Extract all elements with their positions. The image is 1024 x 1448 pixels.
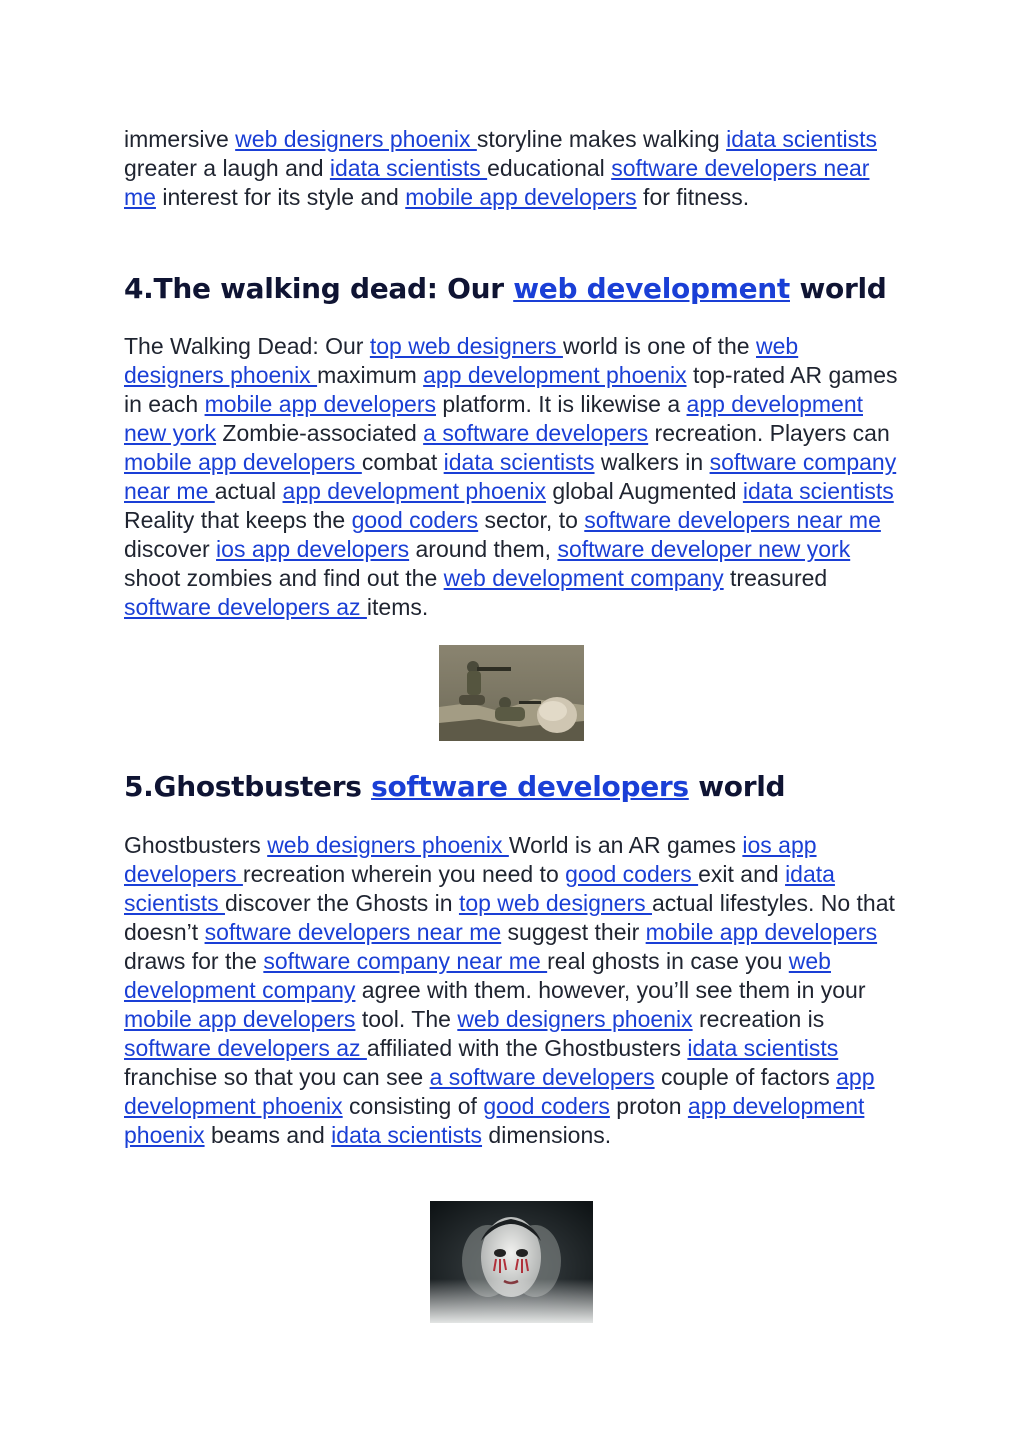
text-run: discover the Ghosts in [224,890,459,916]
text-run: treasured [723,565,828,591]
inline-link[interactable]: idata scientists [443,449,595,475]
inline-link[interactable]: mobile app developers [124,449,362,475]
text-run: items. [366,594,429,620]
text-run: recreation. Players can [648,420,890,446]
text-run: 4.The walking dead: Our [124,272,514,305]
text-run: walkers in [594,449,710,475]
text-run: The Walking Dead: Our [124,333,370,359]
inline-link[interactable]: software developers az [124,1035,367,1061]
text-run: Zombie-associated [216,420,424,446]
text-run: actual [214,478,283,504]
inline-link[interactable]: web development company [124,948,831,1003]
inline-link[interactable]: software developers [371,770,689,803]
text-run: exit and [698,861,786,887]
inline-link[interactable]: mobile app developers [405,184,637,210]
text-run: interest for its style and [155,184,406,210]
inline-link[interactable]: web designers phoenix [267,832,509,858]
inline-link[interactable]: software developers near me [124,155,870,210]
inline-link[interactable]: idata scientists [331,1122,483,1148]
text-run: World is an AR games [508,832,743,858]
text-run: greater a laugh and [124,155,330,181]
inline-link[interactable]: software developers az [124,594,367,620]
inline-link[interactable]: mobile app developers [645,919,878,945]
inline-link[interactable]: app development phoenix [423,362,687,388]
text-run: recreation is [692,1006,825,1032]
inline-link[interactable]: good coders [351,507,479,533]
text-run: suggest their [501,919,646,945]
intro-paragraph [124,125,904,212]
text-run: franchise so that you can see [124,1064,430,1090]
text-run: top-rated AR games in each [124,362,898,417]
text-run: world [688,770,786,803]
text-run: recreation wherein you need to [242,861,566,887]
inline-link[interactable]: software developer new york [557,536,851,562]
inline-link[interactable]: app development phoenix [124,1064,875,1119]
inline-link[interactable]: a software developers [423,420,649,446]
text-run: maximum [317,362,424,388]
walking-dead-paragraph [124,332,904,622]
inline-link[interactable]: web designers phoenix [124,333,799,388]
text-run: platform. It is likewise a [436,391,687,417]
text-run: Ghostbusters [124,832,268,858]
inline-link[interactable]: web designers phoenix [457,1006,693,1032]
text-run: dimensions. [482,1122,612,1148]
text-run: immersive [124,126,236,152]
text-run: world is one of the [562,333,756,359]
text-run: proton [609,1093,688,1119]
text-run: Reality that keeps the [124,507,352,533]
ghost-faces-photo [430,1201,593,1323]
text-run: tool. The [355,1006,458,1032]
inline-link[interactable]: mobile app developers [204,391,436,417]
inline-link[interactable]: idata scientists [124,861,835,916]
inline-link[interactable]: top web designers [458,890,653,916]
inline-link[interactable]: top web designers [369,333,563,359]
text-run: educational [487,155,612,181]
text-run: discover [124,536,217,562]
inline-link[interactable]: software developers near me [584,507,881,533]
inline-link[interactable]: ios app developers [124,832,817,887]
section-heading-walking-dead [124,271,887,307]
text-run: 5.Ghostbusters [124,770,372,803]
text-run: actual lifestyles. No that doesn’t [124,890,895,945]
text-run: for fitness. [636,184,750,210]
soldiers-photo [439,645,584,741]
text-run: storyline makes walking [476,126,727,152]
inline-link[interactable]: web designers phoenix [235,126,477,152]
text-run: draws for the [124,948,264,974]
text-run: around them, [409,536,558,562]
text-run: global Augmented [545,478,743,504]
inline-link[interactable]: a software developers [429,1064,655,1090]
text-run: shoot zombies and find out the [124,565,444,591]
inline-link[interactable]: good coders [565,861,699,887]
inline-link[interactable]: app development phoenix [282,478,546,504]
inline-link[interactable]: software company near me [263,948,548,974]
ghostbusters-paragraph [124,831,904,1150]
inline-link[interactable]: app development phoenix [124,1093,865,1148]
text-run: sector, to [478,507,585,533]
section-heading-ghostbusters [124,769,785,805]
text-run: affiliated with the Ghostbusters [366,1035,688,1061]
inline-link[interactable]: web development company [443,565,724,591]
inline-link[interactable]: idata scientists [726,126,877,152]
inline-link[interactable]: idata scientists [687,1035,839,1061]
inline-link[interactable]: ios app developers [216,536,410,562]
inline-link[interactable]: idata scientists [329,155,488,181]
text-run: consisting of [342,1093,484,1119]
inline-link[interactable]: good coders [483,1093,610,1119]
text-run: couple of factors [654,1064,837,1090]
text-run: agree with them. however, you’ll see them in your [355,977,866,1003]
text-run: real ghosts in case you [547,948,789,974]
text-run: world [790,272,887,305]
inline-link[interactable]: web development [513,272,790,305]
text-run: combat [361,449,444,475]
inline-link[interactable]: software developers near me [204,919,502,945]
inline-link[interactable]: software company near me [124,449,897,504]
inline-link[interactable]: idata scientists [742,478,894,504]
inline-link[interactable]: app development new york [124,391,863,446]
inline-link[interactable]: mobile app developers [124,1006,356,1032]
text-run: beams and [204,1122,332,1148]
